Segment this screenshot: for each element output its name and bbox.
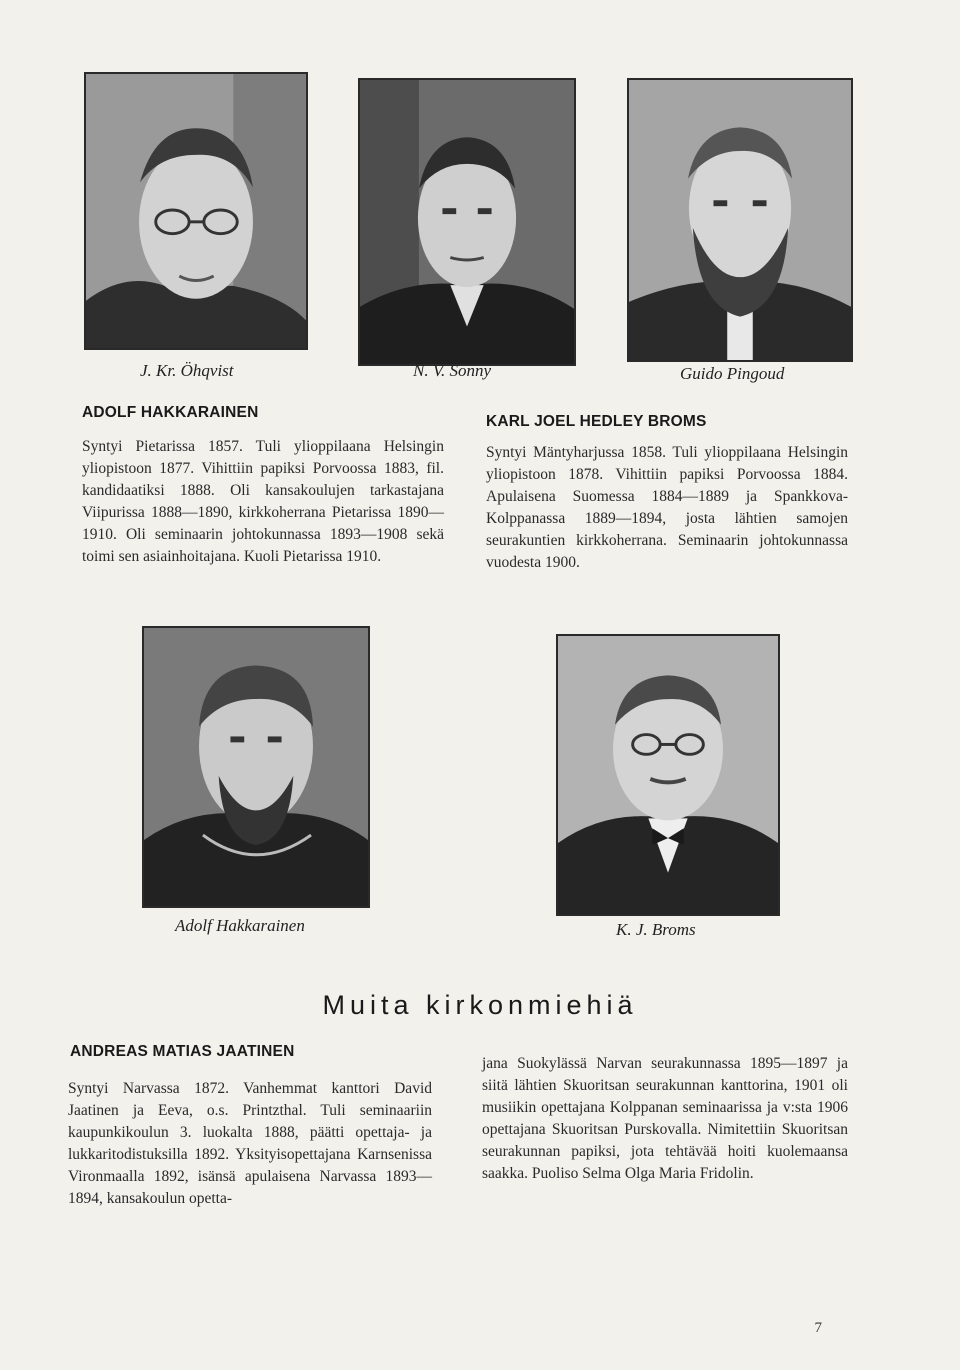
- portrait-ohqvist: [84, 72, 308, 350]
- caption-pingoud: Guido Pingoud: [680, 364, 785, 383]
- portrait-hakkarainen: [142, 626, 370, 908]
- caption-broms: K. J. Broms: [616, 920, 696, 939]
- bio-jaatinen-text-right: jana Suokylässä Narvan seurakunnassa 1895—1897 ja siitä lähtien Skuoritsan seurakunnan kanttorina, 1901 oli musiikin opettajana Kolppanan seminaarissa ja v:sta 1906 opettajana Skuoritsan Purskovalla. Nimitettiin Skuoritsan seurakunnan papiksi, jota tehtävää hoiti kuolemaansa saakka. Puoliso Selma Olga Maria Fridolin.: [482, 1055, 848, 1182]
- portrait-pingoud: [627, 78, 853, 362]
- bio-broms-text: Syntyi Mäntyharjussa 1858. Tuli ylioppilaana Helsingin yliopistoon 1878. Vihittiin papiksi Porvoossa 1884. Apulaisena Suomessa 1884—1889 ja Spankkova-Kolppanassa 1889—1894, josta lähtien samojen seurakuntien kirkkoherrana. Seminaarin johtokunnassa vuodesta 1900.: [486, 444, 848, 571]
- section-title: Muita kirkonmiehiä: [322, 990, 638, 1020]
- caption-sonny: N. V. Sonny: [413, 361, 492, 380]
- page-number: 7: [814, 1320, 822, 1336]
- bio-jaatinen-heading: ANDREAS MATIAS JAATINEN: [70, 1043, 295, 1060]
- caption-hakkarainen: Adolf Hakkarainen: [175, 916, 305, 935]
- bio-hakkarainen-text: Syntyi Pietarissa 1857. Tuli ylioppilaana Helsingin yliopistoon 1877. Vihittiin papiksi Porvoossa 1883, fil. kandidaatiksi 1888. Oli kansakoulujen tarkastajana Viipurissa 1888—1890, kirkkoherrana Pietarissa 1890—1910. Oli seminaarin johtokunnassa 1893—1908 sekä toimi sen asiainhoitajana. Kuoli Pietarissa 1910.: [82, 438, 444, 565]
- bio-jaatinen-text-left: Syntyi Narvassa 1872. Vanhemmat kanttori David Jaatinen ja Eeva, o.s. Printzthal. Tuli seminaariin kaupunkikoulun 3. luokalta 1888, päätti opettaja- ja lukkaritodistuksilla 1892. Yksityisopettajana Karnsenissa Vironmaalla 1892, isänsä apulaisena Narvassa 1893—1894, kansakoulun opetta-: [68, 1080, 432, 1207]
- caption-ohqvist: J. Kr. Öhqvist: [140, 361, 234, 380]
- portrait-sonny: [358, 78, 576, 366]
- bio-broms-heading: KARL JOEL HEDLEY BROMS: [486, 413, 707, 430]
- portrait-broms: [556, 634, 780, 916]
- bio-hakkarainen-heading: ADOLF HAKKARAINEN: [82, 404, 259, 421]
